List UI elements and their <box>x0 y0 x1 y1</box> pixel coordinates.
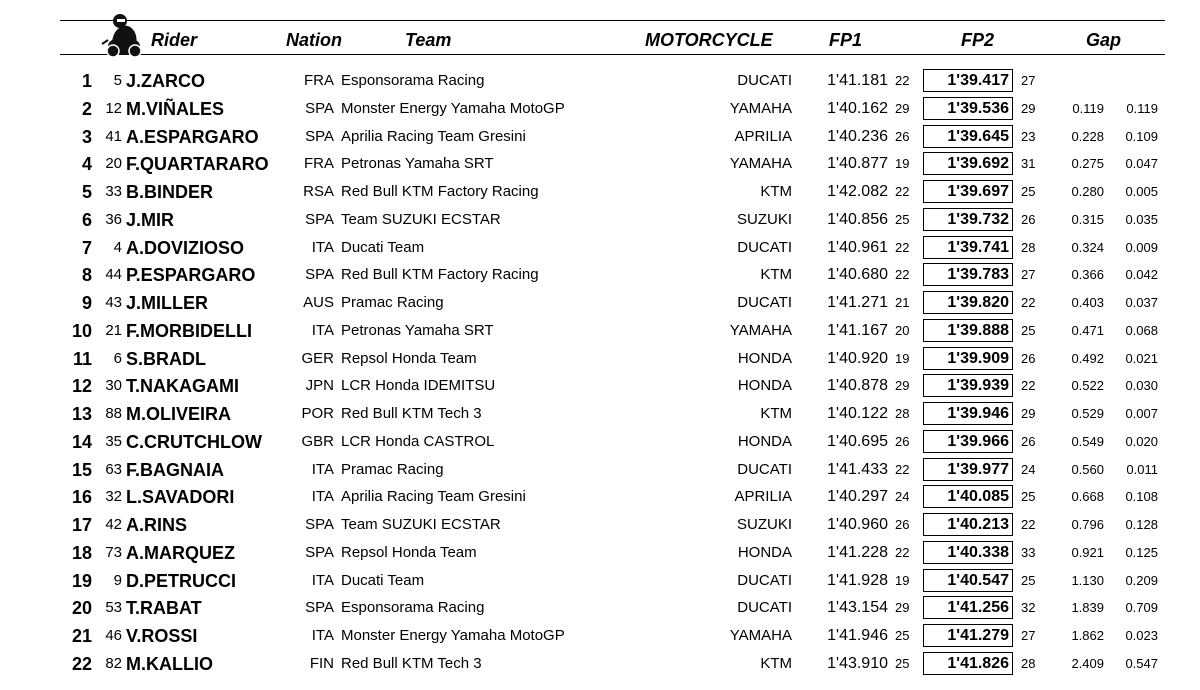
gap-to-first: 0.315 <box>1071 211 1104 227</box>
header-team: Team <box>405 30 452 50</box>
gap-to-previous: 0.108 <box>1125 489 1158 505</box>
nation-code: FRA <box>304 72 334 89</box>
fp1-time: 1'41.167 <box>827 321 888 339</box>
rider-name: T.RABAT <box>126 598 202 619</box>
header-top-rule <box>60 20 1165 21</box>
rider-name: M.VIÑALES <box>126 98 225 119</box>
team-name: Aprilia Racing Team Gresini <box>341 127 526 145</box>
nation-code: POR <box>301 405 334 422</box>
header-fp2: FP2 <box>961 30 995 50</box>
gap-to-first: 0.492 <box>1071 350 1104 366</box>
rider-name: F.QUARTARARO <box>126 154 269 175</box>
fp2-time: 1'41.279 <box>923 624 1013 647</box>
fp1-laps: 22 <box>895 239 910 255</box>
fp2-laps: 25 <box>1021 489 1036 505</box>
fp1-time: 1'40.297 <box>827 488 888 506</box>
position: 8 <box>81 265 92 286</box>
gap-to-first: 1.839 <box>1071 600 1104 616</box>
rider-name: V.ROSSI <box>126 626 198 646</box>
fp1-laps: 25 <box>895 211 910 227</box>
position: 20 <box>71 598 92 619</box>
nation-code: SPA <box>305 127 334 145</box>
team-name: Monster Energy Yamaha MotoGP <box>341 99 565 117</box>
motorcycle: HONDA <box>737 377 792 395</box>
fp1-laps: 22 <box>895 544 910 560</box>
header-nation: Nation <box>286 30 342 50</box>
gap-to-previous: 0.109 <box>1125 128 1158 144</box>
fp2-laps: 27 <box>1021 628 1036 643</box>
fp2-time: 1'39.977 <box>923 458 1013 481</box>
motorcycle: YAMAHA <box>729 99 792 117</box>
position: 11 <box>72 348 92 369</box>
rider-name: B.BINDER <box>126 182 214 202</box>
team-name: Repsol Honda Team <box>341 349 477 367</box>
team-name: Petronas Yamaha SRT <box>341 321 494 339</box>
table-row <box>0 428 1200 456</box>
nation-code: SPA <box>305 210 334 228</box>
rider-name: T.NAKAGAMI <box>126 376 239 397</box>
table-row <box>0 123 1200 151</box>
rider-name: A.MARQUEZ <box>126 542 235 563</box>
rider-number: 12 <box>105 99 122 117</box>
team-name: Ducati Team <box>341 571 425 589</box>
fp1-laps: 19 <box>895 350 910 366</box>
rider-name: D.PETRUCCI <box>126 570 237 591</box>
fp2-laps: 26 <box>1021 211 1036 227</box>
motorcycle: YAMAHA <box>729 321 792 339</box>
header-motorcycle: MOTORCYCLE <box>645 30 773 50</box>
rider-number: 9 <box>113 571 122 589</box>
fp2-laps: 27 <box>1021 267 1036 283</box>
table-row <box>0 567 1200 595</box>
fp2-laps: 28 <box>1021 655 1036 671</box>
gap-to-previous: 0.023 <box>1125 628 1158 643</box>
fp1-time: 1'41.433 <box>827 460 888 478</box>
rider-number: 4 <box>113 238 122 256</box>
gap-to-previous: 0.009 <box>1125 239 1158 255</box>
fp1-laps: 26 <box>895 517 910 532</box>
position: 6 <box>81 209 92 230</box>
gap-to-first: 0.796 <box>1071 517 1104 532</box>
fp1-time: 1'41.271 <box>827 294 888 311</box>
fp1-laps: 24 <box>895 489 910 505</box>
rider-number: 46 <box>105 627 122 644</box>
team-name: Team SUZUKI ECSTAR <box>341 516 501 533</box>
fp2-time: 1'39.645 <box>923 125 1013 148</box>
gap-to-previous: 0.035 <box>1125 211 1158 227</box>
motorcycle: HONDA <box>737 349 792 367</box>
fp2-time: 1'40.547 <box>923 569 1013 592</box>
motorcycle: APRILIA <box>734 488 792 506</box>
rider-name: L.SAVADORI <box>126 487 235 508</box>
nation-code: ITA <box>311 627 334 644</box>
gap-to-previous: 0.125 <box>1125 544 1158 560</box>
table-row <box>0 178 1200 206</box>
header-bottom-rule <box>60 54 1165 55</box>
fp2-laps: 26 <box>1021 350 1036 366</box>
rider-name: S.BRADL <box>126 348 206 369</box>
motorcycle: SUZUKI <box>736 210 792 228</box>
nation-code: ITA <box>311 571 334 589</box>
fp1-time: 1'43.910 <box>827 654 888 672</box>
motorcycle: SUZUKI <box>736 516 792 533</box>
team-name: Esponsorama Racing <box>341 599 485 617</box>
fp2-time: 1'39.741 <box>923 236 1013 259</box>
nation-code: ITA <box>311 488 334 506</box>
position: 17 <box>71 515 92 535</box>
gap-to-previous: 0.020 <box>1125 433 1158 449</box>
table-row <box>0 234 1200 262</box>
nation-code: FIN <box>309 654 334 672</box>
fp1-laps: 22 <box>895 184 910 199</box>
fp1-laps: 22 <box>895 461 910 477</box>
fp1-laps: 19 <box>895 572 910 588</box>
fp1-time: 1'40.236 <box>827 127 888 145</box>
fp2-time: 1'39.783 <box>923 263 1013 286</box>
rider-number: 73 <box>105 543 122 561</box>
fp2-laps: 29 <box>1021 406 1036 421</box>
gap-to-first: 1.130 <box>1071 572 1104 588</box>
fp1-laps: 22 <box>895 73 910 88</box>
nation-code: FRA <box>304 155 334 173</box>
position: 2 <box>81 98 92 119</box>
rider-number: 36 <box>105 210 122 228</box>
nation-code: ITA <box>311 321 334 339</box>
fp2-time: 1'39.417 <box>923 69 1013 92</box>
fp1-laps: 29 <box>895 378 910 394</box>
table-row <box>0 511 1200 539</box>
nation-code: SPA <box>305 516 334 533</box>
team-name: Pramac Racing <box>341 294 444 311</box>
nation-code: SPA <box>305 99 334 117</box>
fp2-laps: 23 <box>1021 128 1036 144</box>
rider-number: 6 <box>113 349 122 367</box>
motorcycle: KTM <box>760 266 792 284</box>
motorcycle-rider-icon <box>98 10 148 60</box>
gap-to-first: 0.529 <box>1071 406 1104 421</box>
position: 1 <box>81 71 92 91</box>
fp2-time: 1'39.536 <box>923 97 1013 120</box>
fp1-time: 1'40.162 <box>827 99 888 117</box>
position: 18 <box>71 542 92 563</box>
header-gap: Gap <box>1086 30 1122 50</box>
fp1-laps: 28 <box>895 406 910 421</box>
fp1-time: 1'40.878 <box>827 377 888 395</box>
gap-to-first: 0.324 <box>1071 239 1104 255</box>
rider-number: 20 <box>105 155 122 173</box>
fp1-time: 1'40.122 <box>827 405 888 422</box>
gap-to-first: 1.862 <box>1071 628 1104 643</box>
fp2-laps: 22 <box>1021 295 1036 310</box>
fp2-time: 1'40.085 <box>923 485 1013 508</box>
gap-to-first: 0.228 <box>1071 128 1104 144</box>
gap-to-previous: 0.209 <box>1125 572 1158 588</box>
rider-number: 33 <box>105 183 122 200</box>
fp1-laps: 29 <box>895 600 910 616</box>
motorcycle: YAMAHA <box>729 155 792 173</box>
fp2-laps: 25 <box>1021 572 1036 588</box>
gap-to-previous: 0.005 <box>1125 184 1158 199</box>
motorcycle: DUCATI <box>737 294 792 311</box>
gap-to-previous: 0.119 <box>1126 100 1158 116</box>
position: 15 <box>71 459 92 480</box>
table-row <box>0 372 1200 400</box>
nation-code: GBR <box>301 432 334 450</box>
gap-to-previous: 0.021 <box>1125 350 1158 366</box>
motorcycle: HONDA <box>737 543 792 561</box>
table-row <box>0 456 1200 484</box>
rider-number: 42 <box>105 516 122 533</box>
table-row <box>0 650 1200 678</box>
rider-number: 21 <box>105 321 122 339</box>
rider-number: 63 <box>105 460 122 478</box>
motorcycle: KTM <box>760 405 792 422</box>
team-name: Ducati Team <box>341 238 425 256</box>
fp2-time: 1'39.697 <box>923 180 1013 203</box>
position: 5 <box>81 182 92 202</box>
nation-code: SPA <box>305 543 334 561</box>
fp2-time: 1'39.692 <box>923 152 1013 175</box>
rider-name: J.MIR <box>126 209 175 230</box>
fp2-laps: 32 <box>1021 600 1036 616</box>
gap-to-first: 0.119 <box>1072 100 1104 116</box>
rider-name: M.KALLIO <box>126 653 213 674</box>
nation-code: ITA <box>311 460 334 478</box>
fp1-time: 1'41.181 <box>827 72 888 89</box>
motorcycle: KTM <box>760 654 792 672</box>
rider-name: F.MORBIDELLI <box>126 320 252 341</box>
position: 22 <box>71 653 92 674</box>
rider-number: 41 <box>105 127 122 145</box>
gap-to-first: 0.403 <box>1071 295 1104 310</box>
position: 12 <box>71 376 92 397</box>
team-name: Red Bull KTM Factory Racing <box>341 183 539 200</box>
fp2-time: 1'39.732 <box>923 208 1013 231</box>
table-row <box>0 345 1200 373</box>
table-row <box>0 95 1200 123</box>
team-name: LCR Honda IDEMITSU <box>341 377 496 395</box>
motorcycle: YAMAHA <box>729 627 792 644</box>
fp2-time: 1'40.338 <box>923 541 1013 564</box>
rider-number: 44 <box>105 266 122 284</box>
rider-name: C.CRUTCHLOW <box>126 431 262 452</box>
fp1-laps: 19 <box>895 156 910 172</box>
table-row <box>0 483 1200 511</box>
fp1-laps: 20 <box>895 322 910 338</box>
team-name: Pramac Racing <box>341 460 444 478</box>
fp1-time: 1'41.946 <box>827 627 888 644</box>
fp2-time: 1'39.820 <box>923 291 1013 314</box>
position: 7 <box>81 237 92 258</box>
motorcycle: DUCATI <box>737 238 792 256</box>
gap-to-previous: 0.709 <box>1125 600 1158 616</box>
fp2-laps: 25 <box>1021 322 1036 338</box>
fp1-time: 1'40.961 <box>827 238 888 256</box>
team-name: Red Bull KTM Tech 3 <box>341 654 482 672</box>
team-name: LCR Honda CASTROL <box>341 432 495 450</box>
fp1-laps: 21 <box>895 295 910 310</box>
fp1-laps: 26 <box>895 128 910 144</box>
motorcycle: DUCATI <box>737 460 792 478</box>
fp2-time: 1'39.909 <box>923 347 1013 370</box>
gap-to-first: 0.275 <box>1071 156 1104 172</box>
table-row <box>0 539 1200 567</box>
fp1-laps: 26 <box>895 433 910 449</box>
fp2-laps: 33 <box>1021 544 1036 560</box>
rider-number: 32 <box>105 488 122 506</box>
gap-to-first: 0.921 <box>1071 544 1104 560</box>
table-row <box>0 150 1200 178</box>
position: 10 <box>71 320 92 341</box>
gap-to-previous: 0.011 <box>1126 461 1158 477</box>
rider-number: 35 <box>105 432 122 450</box>
header-rider: Rider <box>151 30 198 50</box>
fp2-time: 1'39.966 <box>923 430 1013 453</box>
fp2-time: 1'41.256 <box>923 596 1013 619</box>
rider-number: 82 <box>105 654 122 672</box>
gap-to-first: 0.471 <box>1071 322 1104 338</box>
nation-code: GER <box>301 349 334 367</box>
rider-number: 30 <box>105 377 122 395</box>
position: 14 <box>71 431 92 452</box>
fp2-laps: 28 <box>1021 239 1036 255</box>
fp2-time: 1'39.888 <box>923 319 1013 342</box>
rider-name: J.MILLER <box>126 293 209 313</box>
fp2-laps: 29 <box>1021 100 1036 116</box>
motorcycle: DUCATI <box>737 571 792 589</box>
gap-to-previous: 0.068 <box>1125 322 1158 338</box>
position: 19 <box>71 570 92 591</box>
rider-name: A.DOVIZIOSO <box>126 237 245 258</box>
fp2-laps: 24 <box>1021 461 1036 477</box>
position: 16 <box>71 487 92 508</box>
fp2-laps: 31 <box>1021 156 1036 172</box>
gap-to-first: 0.280 <box>1071 184 1104 199</box>
nation-code: RSA <box>303 183 334 200</box>
fp2-time: 1'39.939 <box>923 374 1013 397</box>
fp1-time: 1'40.920 <box>827 349 888 367</box>
rider-name: M.OLIVEIRA <box>126 404 232 424</box>
motorcycle: DUCATI <box>737 599 792 617</box>
fp1-time: 1'40.856 <box>827 210 888 228</box>
nation-code: SPA <box>305 266 334 284</box>
gap-to-first: 0.668 <box>1071 489 1104 505</box>
motorcycle: DUCATI <box>737 72 792 89</box>
nation-code: JPN <box>305 377 334 395</box>
team-name: Petronas Yamaha SRT <box>341 155 494 173</box>
nation-code: ITA <box>311 238 334 256</box>
position: 3 <box>81 126 92 147</box>
table-row <box>0 206 1200 234</box>
motorcycle: HONDA <box>737 432 792 450</box>
table-row <box>0 622 1200 650</box>
gap-to-first: 0.366 <box>1071 267 1104 283</box>
fp1-time: 1'40.960 <box>827 516 888 533</box>
fp1-laps: 25 <box>895 655 910 671</box>
gap-to-previous: 0.042 <box>1125 267 1158 283</box>
team-name: Red Bull KTM Factory Racing <box>341 266 539 284</box>
position: 13 <box>71 404 92 424</box>
position: 9 <box>81 293 92 313</box>
fp1-time: 1'40.695 <box>827 432 888 450</box>
fp1-time: 1'43.154 <box>827 599 888 617</box>
gap-to-first: 0.549 <box>1071 433 1104 449</box>
position: 4 <box>81 154 92 175</box>
fp2-time: 1'41.826 <box>923 652 1013 675</box>
fp2-laps: 27 <box>1021 73 1036 88</box>
rider-name: P.ESPARGARO <box>126 265 256 286</box>
team-name: Red Bull KTM Tech 3 <box>341 405 482 422</box>
team-name: Team SUZUKI ECSTAR <box>341 210 501 228</box>
motorcycle: KTM <box>760 183 792 200</box>
position: 21 <box>71 626 92 646</box>
gap-to-first: 0.560 <box>1071 461 1104 477</box>
fp1-time: 1'40.877 <box>827 155 888 173</box>
gap-to-previous: 0.047 <box>1125 156 1158 172</box>
team-name: Esponsorama Racing <box>341 72 485 89</box>
team-name: Monster Energy Yamaha MotoGP <box>341 627 565 644</box>
table-row <box>0 317 1200 345</box>
gap-to-first: 0.522 <box>1071 378 1104 394</box>
fp2-laps: 22 <box>1021 517 1036 532</box>
motorcycle: APRILIA <box>734 127 792 145</box>
fp2-laps: 22 <box>1021 378 1036 394</box>
table-row <box>0 289 1200 317</box>
rider-number: 53 <box>105 599 122 617</box>
fp1-laps: 22 <box>895 267 910 283</box>
rider-number: 43 <box>105 294 122 311</box>
fp1-time: 1'40.680 <box>827 266 888 284</box>
header-fp1: FP1 <box>829 30 863 50</box>
nation-code: SPA <box>305 599 334 617</box>
team-name: Aprilia Racing Team Gresini <box>341 488 526 506</box>
rider-name: F.BAGNAIA <box>126 459 224 480</box>
rider-name: A.ESPARGARO <box>126 126 259 147</box>
gap-to-previous: 0.547 <box>1125 655 1158 671</box>
gap-to-previous: 0.128 <box>1125 517 1158 532</box>
fp1-laps: 29 <box>895 100 910 116</box>
fp1-time: 1'41.228 <box>827 543 888 561</box>
table-row <box>0 594 1200 622</box>
fp1-time: 1'41.928 <box>827 571 888 589</box>
gap-to-previous: 0.007 <box>1125 406 1158 421</box>
rider-number: 88 <box>105 405 122 422</box>
fp1-time: 1'42.082 <box>827 183 888 200</box>
gap-to-first: 2.409 <box>1071 655 1104 671</box>
fp1-laps: 25 <box>895 628 910 643</box>
fp2-time: 1'39.946 <box>923 402 1013 425</box>
gap-to-previous: 0.037 <box>1125 295 1158 310</box>
table-row <box>0 400 1200 428</box>
team-name: Repsol Honda Team <box>341 543 477 561</box>
gap-to-previous: 0.030 <box>1125 378 1158 394</box>
table-row <box>0 67 1200 95</box>
fp2-laps: 26 <box>1021 433 1036 449</box>
table-row <box>0 261 1200 289</box>
rider-name: A.RINS <box>126 515 188 535</box>
fp2-time: 1'40.213 <box>923 513 1013 536</box>
nation-code: AUS <box>303 294 334 311</box>
rider-number: 5 <box>113 72 122 89</box>
rider-name: J.ZARCO <box>126 71 206 91</box>
fp2-laps: 25 <box>1021 184 1036 199</box>
